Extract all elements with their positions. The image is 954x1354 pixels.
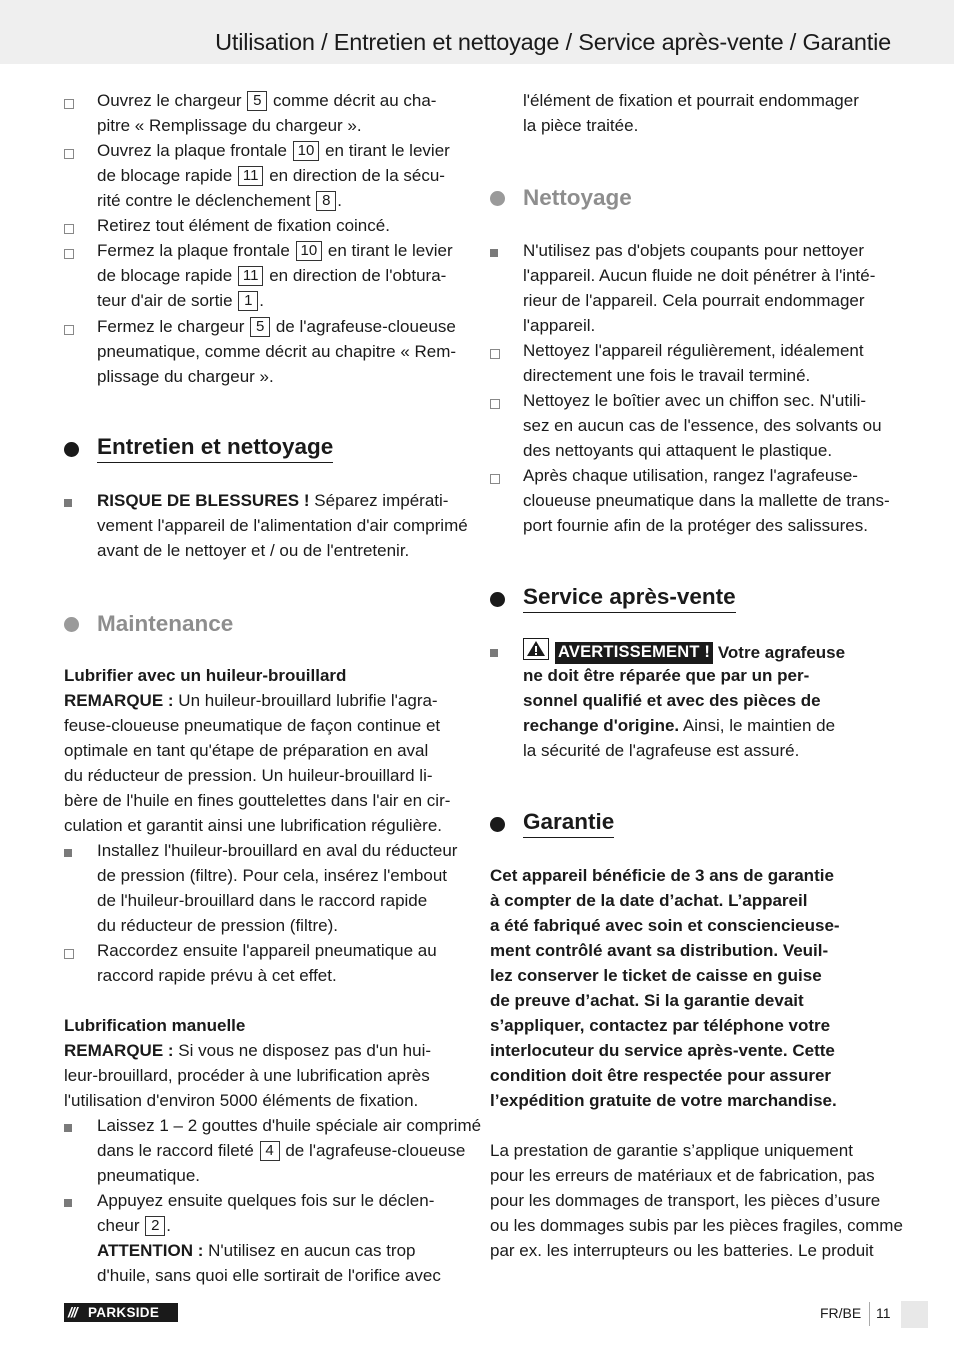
- part-reference-number: 1: [238, 291, 258, 311]
- text-line: l'appareil.: [523, 316, 596, 335]
- text-span: Un huileur-brouillard lubrifie l'agra-: [173, 691, 438, 710]
- text-line: du réducteur de pression. Un huileur-brouillard li-: [64, 766, 433, 785]
- text-line: à compter de la date d’achat. L’appareil: [490, 891, 808, 910]
- text-line: pitre « Remplissage du chargeur ».: [97, 116, 362, 135]
- open-square-bullet-icon: [64, 213, 74, 238]
- risk-label: RISQUE DE BLESSURES !: [97, 491, 310, 510]
- warning-triangle-icon: [523, 638, 549, 660]
- note-label: REMARQUE :: [64, 691, 174, 710]
- text-line: Fermez la plaque frontale 10 en tirant le levier: [97, 241, 453, 260]
- locale-label: FR/BE: [820, 1305, 862, 1321]
- text-span: rechange d'origine.: [523, 716, 680, 735]
- text-line: pour les dommages de transport, les pièces d’usure: [490, 1191, 881, 1210]
- part-reference-number: 11: [238, 166, 264, 186]
- text-line: de blocage rapide 11 en direction de la sécu-: [97, 166, 445, 185]
- text-line: raccord rapide prévu à cet effet.: [97, 966, 337, 985]
- item-text: [523, 463, 892, 538]
- part-reference-number: 11: [238, 266, 264, 286]
- item-text: [97, 938, 464, 988]
- text-line: dans le raccord fileté 4 de l'agrafeuse-cloueuse: [97, 1141, 466, 1160]
- step-text: [97, 213, 464, 238]
- open-square-bullet-icon: [64, 314, 74, 339]
- text-line: rieur de l'appareil. Cela pourrait endommager: [523, 291, 865, 310]
- item-text: [97, 1188, 464, 1288]
- part-reference-number: 4: [260, 1141, 280, 1161]
- item-text: [523, 238, 892, 338]
- text-span: Votre agrafeuse: [713, 643, 846, 662]
- open-square-bullet-icon: [490, 463, 500, 488]
- text-line: la sécurité de l'agrafeuse est assuré.: [523, 741, 800, 760]
- text-line: pour les erreurs de matériaux et de fabrication, pas: [490, 1166, 875, 1185]
- part-reference-number: 5: [247, 91, 267, 111]
- section-dot-icon: [64, 617, 79, 632]
- text-line: s’appliquer, contactez par téléphone votre: [490, 1016, 831, 1035]
- text-line: Laissez 1 – 2 gouttes d'huile spéciale air comprimé: [97, 1116, 482, 1135]
- text-line: N'utilisez pas d'objets coupants pour nettoyer: [523, 241, 865, 260]
- text-line: port fournie afin de la protéger des salissures.: [523, 516, 868, 535]
- note-label: REMARQUE :: [64, 1041, 174, 1060]
- item-text: [97, 1113, 482, 1188]
- text-line: interlocuteur du service après-vente. Cette: [490, 1041, 835, 1060]
- text-line: directement une fois le travail terminé.: [523, 366, 811, 385]
- item-text: [523, 338, 892, 388]
- text-line: l'élément de fixation et pourrait endommager: [523, 91, 859, 110]
- square-bullet-icon: [490, 638, 500, 663]
- text-line: ment contrôlé avant sa distribution. Veuil-: [490, 941, 829, 960]
- text-line: ou les dommages subis par les pièces fragiles, comme: [490, 1216, 903, 1235]
- text-line: Nettoyez l'appareil régulièrement, idéalement: [523, 341, 864, 360]
- open-square-bullet-icon: [64, 938, 74, 963]
- text-line: vement l'appareil de l'alimentation d'air comprimé: [97, 516, 468, 535]
- text-line: pneumatique, comme décrit au chapitre « Rem-: [97, 342, 457, 361]
- open-square-bullet-icon: [64, 138, 74, 163]
- garantie-bold-block: [490, 863, 892, 1113]
- text-span: Si vous ne disposez pas d'un hui-: [173, 1041, 432, 1060]
- section-title: Service après-vente: [523, 582, 736, 613]
- open-square-bullet-icon: [64, 238, 74, 263]
- text-line: optimale en tant qu'étape de préparation en aval: [64, 741, 429, 760]
- text-line: a été fabriqué avec soin et consciencieuse-: [490, 916, 840, 935]
- text-line: de pression (filtre). Pour cela, insérez l'embout: [97, 866, 448, 885]
- text-line: Fermez le chargeur 5 de l'agrafeuse-cloueuse: [97, 317, 456, 336]
- page-header: [0, 0, 954, 64]
- lub2-block: [64, 1013, 464, 1113]
- item-text: [97, 838, 464, 938]
- text-line: sonnel qualifié et avec des pièces de: [523, 691, 821, 710]
- section-dot-icon: [64, 442, 79, 457]
- part-reference-number: 5: [250, 317, 270, 337]
- text-line: sez en aucun cas de l'essence, des solvants ou: [523, 416, 882, 435]
- part-reference-number: 10: [296, 241, 323, 261]
- text-line: de blocage rapide 11 en direction de l'obtura-: [97, 266, 447, 285]
- subsection-title: Lubrifier avec un huileur-brouillard: [64, 666, 347, 685]
- section-title: Maintenance: [97, 611, 234, 636]
- logo-brand: PARKSIDE: [88, 1305, 160, 1320]
- page-title: Utilisation / Entretien et nettoyage / Service après-vente / Garantie: [215, 29, 891, 55]
- section-title: Entretien et nettoyage: [97, 432, 333, 463]
- text-line: Nettoyez le boîtier avec un chiffon sec. N'utili-: [523, 391, 867, 410]
- text-line: la pièce traitée.: [523, 116, 639, 135]
- text-line: Ouvrez le chargeur 5 comme décrit au cha-: [97, 91, 437, 110]
- continued-text: [523, 88, 892, 138]
- text-line: rité contre le déclenchement 8 .: [97, 191, 343, 210]
- section-dot-icon: [490, 817, 505, 832]
- text-line: ne doit être réparée que par un per-: [523, 666, 810, 685]
- part-reference-number: 2: [145, 1216, 165, 1236]
- parkside-logo: [64, 1303, 178, 1322]
- part-reference-number: 8: [316, 191, 336, 211]
- part-reference-number: 10: [293, 141, 320, 161]
- text-line: de l'huileur-brouillard dans le raccord rapide: [97, 891, 428, 910]
- garantie-text-block: [490, 1138, 903, 1263]
- open-square-bullet-icon: [64, 88, 74, 113]
- text-line: teur d'air de sortie 1 .: [97, 291, 264, 310]
- warning-text: [523, 638, 892, 763]
- step-text: [97, 88, 464, 138]
- text-line: leur-brouillard, procéder à une lubrification après: [64, 1066, 430, 1085]
- attention-label: ATTENTION :: [97, 1241, 204, 1260]
- text-line: Ouvrez la plaque frontale 10 en tirant le levier: [97, 141, 450, 160]
- text-line: du réducteur de pression (filtre).: [97, 916, 338, 935]
- logo-slashes: ///: [68, 1304, 77, 1320]
- square-bullet-icon: [490, 238, 500, 263]
- section-dot-icon: [490, 592, 505, 607]
- square-bullet-icon: [64, 1113, 74, 1138]
- section-title: Garantie: [523, 807, 614, 838]
- text-line: Après chaque utilisation, rangez l'agrafeuse-: [523, 466, 858, 485]
- step-text: [97, 138, 464, 213]
- text-line: culation et garantit ainsi une lubrification régulière.: [64, 816, 443, 835]
- step-text: [97, 314, 464, 389]
- text-line: Installez l'huileur-brouillard en aval du réducteur: [97, 841, 458, 860]
- text-line: bère de l'huile en fines gouttelettes dans l'air en cir-: [64, 791, 451, 810]
- section-title: Nettoyage: [523, 185, 632, 210]
- text-line: cloueuse pneumatique dans la mallette de trans-: [523, 491, 890, 510]
- lub1-block: [64, 663, 464, 838]
- item-lines: [97, 1188, 464, 1238]
- step-text: [97, 238, 464, 313]
- footer-divider: [869, 1302, 870, 1326]
- text-line: de preuve d’achat. Si la garantie devait: [490, 991, 804, 1010]
- text-line: pneumatique.: [97, 1166, 201, 1185]
- text-line: Retirez tout élément de fixation coincé.: [97, 216, 390, 235]
- square-bullet-icon: [64, 488, 74, 513]
- text-line: condition doit être respectée pour assurer: [490, 1066, 832, 1085]
- text-line: plissage du chargeur ».: [97, 367, 274, 386]
- text-line: des nettoyants qui attaquent le plastique.: [523, 441, 833, 460]
- square-bullet-icon: [64, 838, 74, 863]
- text-line: lez conserver le ticket de caisse en guise: [490, 966, 822, 985]
- text-line: avant de le nettoyer et / ou de l'entretenir.: [97, 541, 410, 560]
- text-line: Raccordez ensuite l'appareil pneumatique au: [97, 941, 437, 960]
- square-bullet-icon: [64, 1188, 74, 1213]
- text-line: feuse-cloueuse pneumatique de façon continue et: [64, 716, 441, 735]
- page-tab: [901, 1301, 928, 1328]
- text-span: Séparez impérati-: [309, 491, 449, 510]
- text-line: par ex. les interrupteurs ou les batteries. Le produit: [490, 1241, 874, 1260]
- text-line: l’expédition gratuite de votre marchandise.: [490, 1091, 837, 1110]
- risk-text: [97, 488, 468, 563]
- text-span: N'utilisez en aucun cas trop: [203, 1241, 416, 1260]
- text-line: l'appareil. Aucun fluide ne doit pénétrer à l'inté-: [523, 266, 876, 285]
- subsection-title: Lubrification manuelle: [64, 1016, 246, 1035]
- text-line: d'huile, sans quoi elle sortirait de l'orifice avec: [97, 1266, 441, 1285]
- section-dot-icon: [490, 191, 505, 206]
- text-line: cheur 2 .: [97, 1216, 171, 1235]
- text-line: Cet appareil bénéficie de 3 ans de garantie: [490, 866, 834, 885]
- open-square-bullet-icon: [490, 338, 500, 363]
- open-square-bullet-icon: [490, 388, 500, 413]
- text-span: Ainsi, le maintien de: [679, 716, 836, 735]
- item-text: [523, 388, 892, 463]
- page-number: 11: [876, 1305, 891, 1321]
- text-line: La prestation de garantie s’applique uniquement: [490, 1141, 853, 1160]
- warning-badge: AVERTISSEMENT !: [555, 642, 713, 664]
- text-line: Appuyez ensuite quelques fois sur le déclen-: [97, 1191, 435, 1210]
- text-line: l'utilisation d'environ 5000 éléments de fixation.: [64, 1091, 419, 1110]
